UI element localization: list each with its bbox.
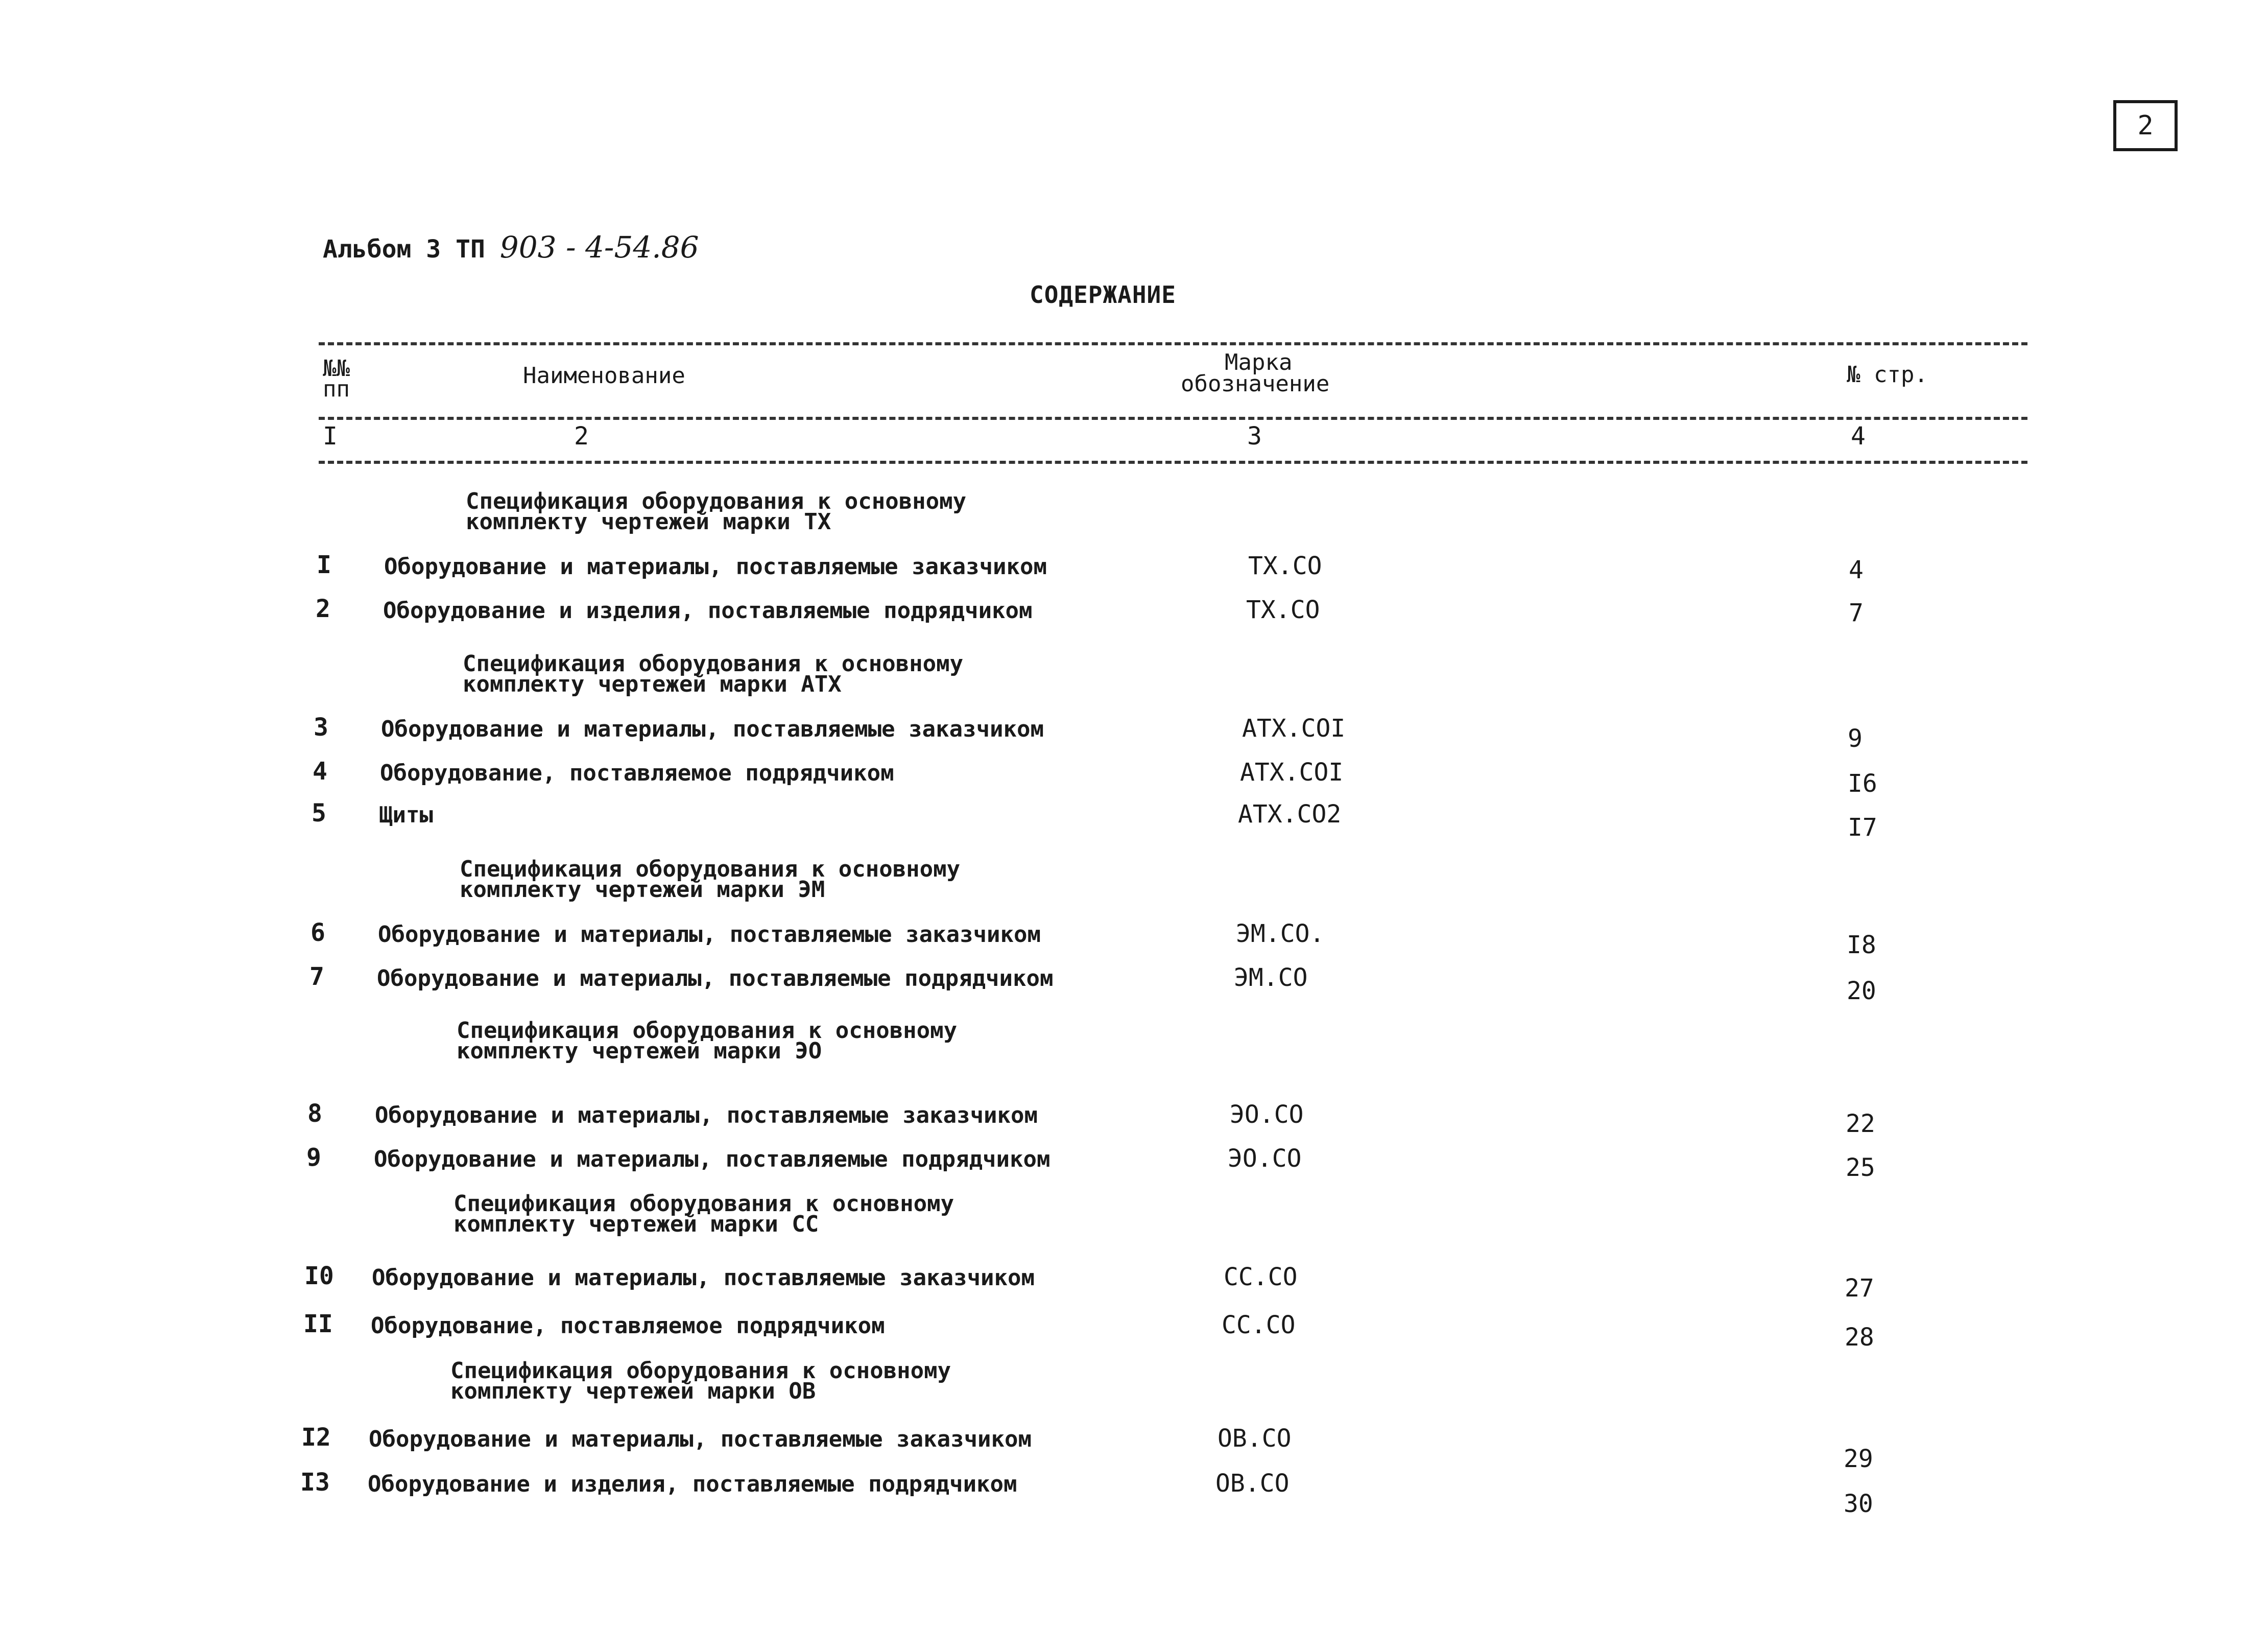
row-mark: АТХ.СОI	[1240, 758, 1344, 787]
row-name: Оборудование и материалы, поставляемые подрядчиком	[374, 1146, 1051, 1172]
row-number: 7	[309, 962, 324, 991]
section-heading-line1: Спецификация оборудования к основному	[466, 488, 967, 514]
col-header-page: № стр.	[1847, 362, 1928, 388]
album-reference	[323, 230, 699, 265]
row-mark: СС.СО	[1224, 1263, 1298, 1291]
row-page: 4	[1849, 556, 1864, 584]
col-header-no-line1: №№	[323, 356, 350, 382]
row-page: 25	[1846, 1153, 1875, 1182]
col-header-no-line2: пп	[323, 376, 350, 402]
row-mark: СС.СО	[1222, 1311, 1296, 1339]
page-number-box	[2113, 100, 2178, 151]
row-page: 20	[1847, 977, 1876, 1005]
row-mark: ОВ.СО	[1215, 1469, 1290, 1498]
header-rule-middle	[319, 417, 2027, 420]
col-header-mark-line2: обозначение	[1181, 371, 1330, 397]
row-number: I0	[304, 1262, 334, 1290]
section-heading-line2: комплекту чертежей марки АТХ	[463, 671, 842, 697]
section-heading-line1: Спецификация оборудования к основному	[450, 1358, 951, 1384]
section-heading-line2: комплекту чертежей марки СС	[453, 1211, 819, 1237]
row-name: Оборудование, поставляемое подрядчиком	[380, 760, 894, 786]
row-name: Оборудование и материалы, поставляемые заказчиком	[378, 922, 1041, 948]
row-page: I7	[1848, 813, 1877, 842]
row-name: Оборудование и материалы, поставляемые заказчиком	[372, 1265, 1035, 1291]
row-number: II	[303, 1310, 333, 1338]
row-name: Оборудование и изделия, поставляемые подрядчиком	[368, 1471, 1017, 1497]
row-page: I6	[1848, 769, 1877, 798]
section-heading-line2: комплекту чертежей марки ОВ	[450, 1378, 816, 1404]
header-rule-bottom	[319, 461, 2027, 464]
row-name: Оборудование и изделия, поставляемые подрядчиком	[383, 598, 1033, 624]
album-code: 903 - 4-54.86	[499, 230, 699, 265]
row-mark: ЭО.СО	[1230, 1100, 1304, 1129]
column-number-2: 2	[574, 422, 589, 451]
row-name: Оборудование и материалы, поставляемые заказчиком	[381, 716, 1044, 742]
row-mark: ЭО.СО	[1228, 1144, 1302, 1173]
column-number-4: 4	[1851, 422, 1866, 451]
row-mark: АТХ.СОI	[1242, 714, 1346, 743]
page-title: СОДЕРЖАНИЕ	[1030, 281, 1176, 309]
column-number-1: I	[323, 422, 338, 451]
row-mark: ЭМ.СО.	[1236, 919, 1325, 948]
row-page: 27	[1845, 1274, 1874, 1303]
row-page: 9	[1848, 724, 1863, 753]
row-name: Оборудование и материалы, поставляемые подрядчиком	[377, 965, 1054, 991]
row-page: I8	[1847, 931, 1876, 959]
section-heading-line2: комплекту чертежей марки ЭМ	[460, 877, 825, 903]
section-heading-line1: Спецификация оборудования к основному	[460, 856, 961, 882]
row-number: 8	[307, 1099, 322, 1128]
header-rule-top	[319, 342, 2027, 345]
col-header-mark-line1: Марка	[1225, 349, 1293, 375]
row-page: 29	[1844, 1445, 1873, 1473]
section-heading-line2: комплекту чертежей марки ЭО	[457, 1038, 822, 1064]
row-number: 4	[313, 757, 327, 786]
section-heading-line1: Спецификация оборудования к основному	[463, 651, 964, 677]
column-number-3: 3	[1247, 422, 1262, 451]
row-number: 3	[314, 713, 328, 742]
row-name: Оборудование, поставляемое подрядчиком	[371, 1313, 885, 1339]
row-number: I	[317, 551, 331, 579]
row-page: 7	[1849, 599, 1864, 627]
row-number: I2	[301, 1423, 331, 1452]
row-name: Щиты	[379, 802, 433, 828]
row-name: Оборудование и материалы, поставляемые заказчиком	[384, 554, 1047, 580]
album-label: Альбом 3 ТП	[323, 235, 485, 264]
row-mark: ТХ.СО	[1246, 596, 1320, 624]
row-number: 5	[312, 799, 326, 828]
row-mark: ТХ.СО	[1248, 552, 1322, 580]
row-number: 9	[306, 1143, 321, 1172]
row-page: 30	[1844, 1490, 1873, 1518]
row-page: 22	[1846, 1109, 1875, 1138]
section-heading-line1: Спецификация оборудования к основному	[457, 1018, 958, 1044]
col-header-name: Наименование	[523, 363, 685, 389]
row-mark: ЭМ.СО	[1234, 963, 1308, 992]
row-name: Оборудование и материалы, поставляемые заказчиком	[375, 1102, 1038, 1128]
row-number: 6	[311, 918, 325, 947]
row-name: Оборудование и материалы, поставляемые заказчиком	[369, 1426, 1032, 1452]
row-page: 28	[1845, 1323, 1874, 1352]
page-number: 2	[2137, 110, 2154, 141]
row-mark: ОВ.СО	[1217, 1424, 1292, 1453]
section-heading-line1: Спецификация оборудования к основному	[453, 1191, 954, 1217]
row-mark: АТХ.СО2	[1238, 800, 1342, 829]
section-heading-line2: комплекту чертежей марки ТХ	[466, 509, 831, 535]
row-number: I3	[300, 1468, 330, 1497]
row-number: 2	[316, 595, 330, 623]
